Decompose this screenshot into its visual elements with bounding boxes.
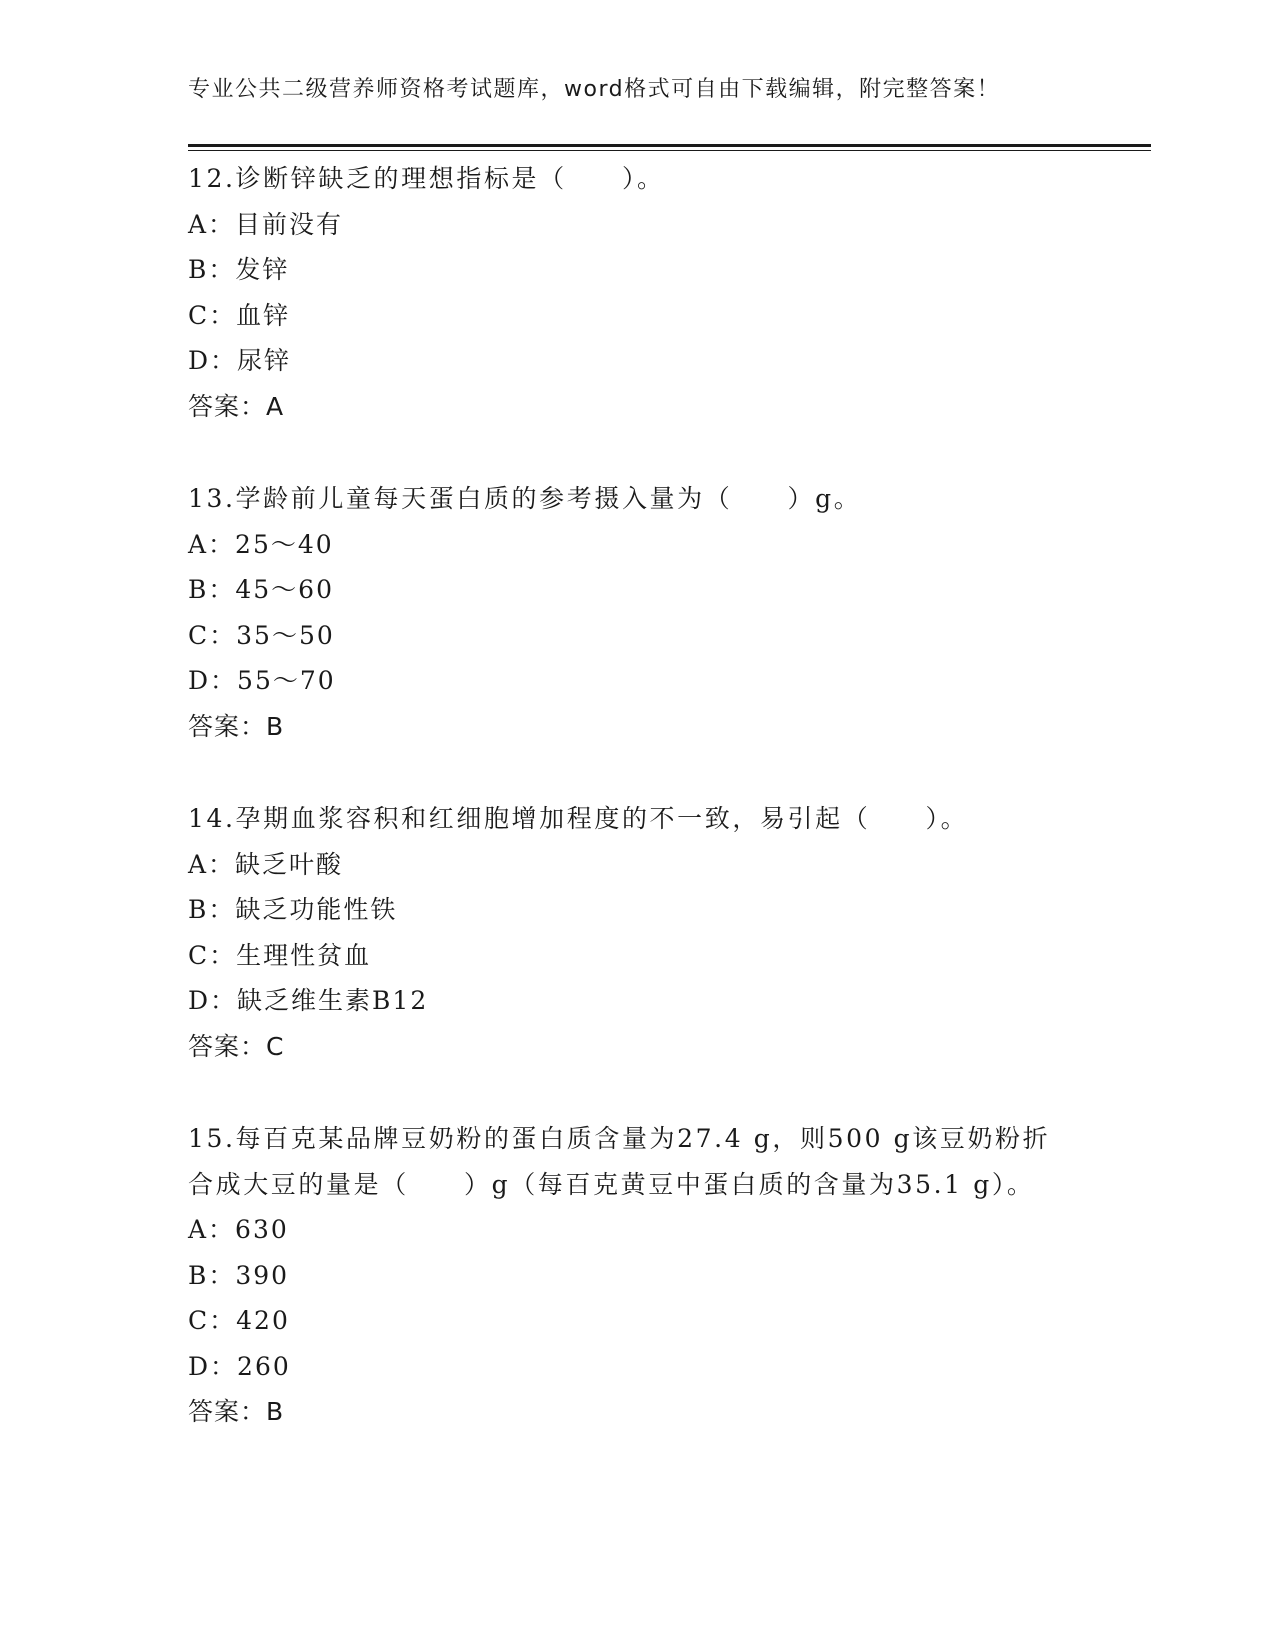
option-d: D：55～70 xyxy=(188,666,336,695)
question-list xyxy=(188,156,1088,1482)
option-a: A：25～40 xyxy=(188,529,334,559)
question-stem-line-1: 15.每百克某品牌豆奶粉的蛋白质含量为27.4 g，则500 g该豆奶粉折 xyxy=(188,1124,1051,1153)
answer-line: 答案：A xyxy=(188,391,285,421)
header-rule-thick xyxy=(188,144,1151,147)
option-c: C：35～50 xyxy=(188,620,335,650)
option-d: D：260 xyxy=(188,1351,291,1381)
option-c: C：420 xyxy=(188,1306,290,1335)
question-stem: 14.孕期血浆容积和红细胞增加程度的不一致，易引起（ ）。 xyxy=(188,804,969,833)
answer-line: 答案：B xyxy=(188,711,285,741)
question-12 xyxy=(188,156,1088,429)
option-b: B：390 xyxy=(188,1260,290,1290)
option-a: A：630 xyxy=(188,1215,289,1244)
option-a: A：目前没有 xyxy=(188,209,344,239)
answer-line: 答案：B xyxy=(188,1397,285,1426)
option-c: C：血锌 xyxy=(188,300,291,330)
option-b: B：缺乏功能性铁 xyxy=(188,895,398,924)
option-b: B：发锌 xyxy=(188,255,290,284)
page-header: 专业公共二级营养师资格考试题库，word格式可自由下载编辑，附完整答案！ xyxy=(188,77,1001,102)
question-15 xyxy=(188,1116,1088,1435)
option-c: C：生理性贫血 xyxy=(188,940,372,970)
question-13 xyxy=(188,476,1088,749)
question-stem: 13.学龄前儿童每天蛋白质的参考摄入量为（ ）g。 xyxy=(188,484,862,513)
question-stem-line-2: 合成大豆的量是（ ）g（每百克黄豆中蛋白质的含量为35.1 g）。 xyxy=(188,1169,1035,1199)
question-stem: 12.诊断锌缺乏的理想指标是（ ）。 xyxy=(188,164,665,193)
header-rule-thin xyxy=(188,150,1151,151)
answer-line: 答案：C xyxy=(188,1031,285,1061)
option-b: B：45～60 xyxy=(188,575,334,604)
option-d: D：缺乏维生素B12 xyxy=(188,986,429,1015)
question-14 xyxy=(188,796,1088,1069)
option-a: A：缺乏叶酸 xyxy=(188,849,344,879)
option-d: D：尿锌 xyxy=(188,346,292,375)
